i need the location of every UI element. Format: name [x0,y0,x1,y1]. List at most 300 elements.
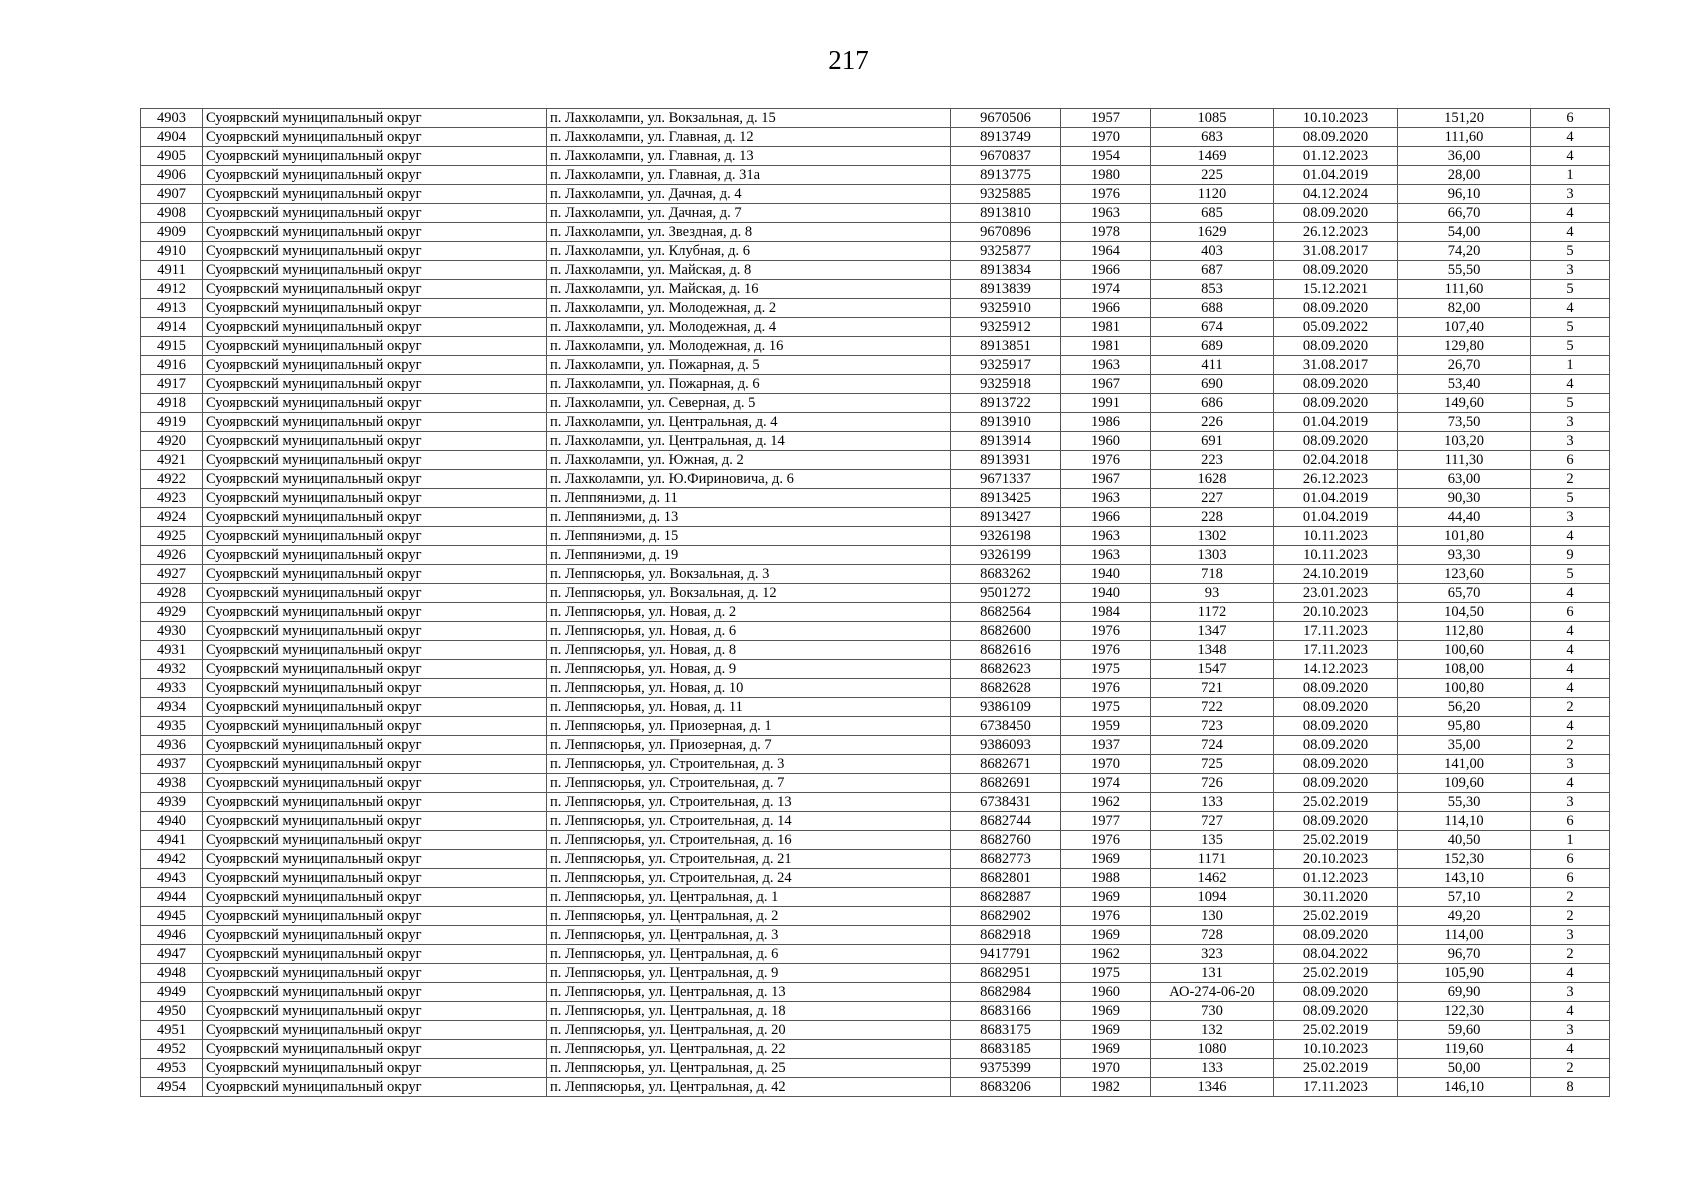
address-cell: п. Лахколампи, ул. Дачная, д. 4 [547,185,951,204]
row-number: 4930 [141,622,203,641]
row-number: 4909 [141,223,203,242]
row-number: 4941 [141,831,203,850]
row-number: 4952 [141,1040,203,1059]
count-cell: 2 [1531,698,1610,717]
date-cell: 08.09.2020 [1274,774,1398,793]
year-cell: 1969 [1061,1002,1151,1021]
table-row [141,793,1610,812]
area-cell: 151,20 [1398,109,1531,128]
object-id-cell: 8913749 [951,128,1061,147]
table-row [141,261,1610,280]
table-row [141,489,1610,508]
count-cell: 5 [1531,565,1610,584]
date-cell: 01.04.2019 [1274,413,1398,432]
object-id-cell: 8913775 [951,166,1061,185]
address-cell: п. Леппясюрья, ул. Строительная, д. 24 [547,869,951,888]
document-number-cell: 1348 [1151,641,1274,660]
date-cell: 08.09.2020 [1274,337,1398,356]
object-id-cell: 9326198 [951,527,1061,546]
year-cell: 1963 [1061,356,1151,375]
document-number-cell: 725 [1151,755,1274,774]
document-number-cell: АО-274-06-20 [1151,983,1274,1002]
object-id-cell: 8913427 [951,508,1061,527]
year-cell: 1981 [1061,318,1151,337]
count-cell: 4 [1531,774,1610,793]
table-row [141,185,1610,204]
object-id-cell: 8682760 [951,831,1061,850]
year-cell: 1975 [1061,964,1151,983]
document-number-cell: 1303 [1151,546,1274,565]
year-cell: 1982 [1061,1078,1151,1097]
object-id-cell: 8913839 [951,280,1061,299]
count-cell: 3 [1531,793,1610,812]
document-number-cell: 1346 [1151,1078,1274,1097]
table-row [141,1040,1610,1059]
count-cell: 2 [1531,736,1610,755]
object-id-cell: 8682671 [951,755,1061,774]
address-cell: п. Леппясюрья, ул. Строительная, д. 7 [547,774,951,793]
row-number: 4908 [141,204,203,223]
row-number: 4951 [141,1021,203,1040]
document-number-cell: 1085 [1151,109,1274,128]
row-number: 4945 [141,907,203,926]
area-cell: 100,80 [1398,679,1531,698]
address-cell: п. Лахколампи, ул. Южная, д. 2 [547,451,951,470]
area-cell: 55,30 [1398,793,1531,812]
row-number: 4927 [141,565,203,584]
row-number: 4934 [141,698,203,717]
municipality-cell: Суоярвский муниципальный округ [203,1002,547,1021]
date-cell: 15.12.2021 [1274,280,1398,299]
year-cell: 1969 [1061,888,1151,907]
area-cell: 53,40 [1398,375,1531,394]
municipality-cell: Суоярвский муниципальный округ [203,204,547,223]
document-number-cell: 1120 [1151,185,1274,204]
count-cell: 6 [1531,812,1610,831]
area-cell: 114,00 [1398,926,1531,945]
table-row [141,128,1610,147]
municipality-cell: Суоярвский муниципальный округ [203,622,547,641]
document-number-cell: 133 [1151,793,1274,812]
date-cell: 26.12.2023 [1274,223,1398,242]
document-number-cell: 132 [1151,1021,1274,1040]
count-cell: 4 [1531,1040,1610,1059]
count-cell: 2 [1531,888,1610,907]
object-id-cell: 8913834 [951,261,1061,280]
address-cell: п. Лахколампи, ул. Звездная, д. 8 [547,223,951,242]
year-cell: 1960 [1061,983,1151,1002]
date-cell: 24.10.2019 [1274,565,1398,584]
count-cell: 3 [1531,755,1610,774]
date-cell: 10.11.2023 [1274,527,1398,546]
date-cell: 05.09.2022 [1274,318,1398,337]
object-id-cell: 8683175 [951,1021,1061,1040]
date-cell: 31.08.2017 [1274,242,1398,261]
year-cell: 1991 [1061,394,1151,413]
count-cell: 3 [1531,185,1610,204]
municipality-cell: Суоярвский муниципальный округ [203,1078,547,1097]
year-cell: 1970 [1061,755,1151,774]
count-cell: 6 [1531,869,1610,888]
object-id-cell: 8682616 [951,641,1061,660]
area-cell: 146,10 [1398,1078,1531,1097]
area-cell: 123,60 [1398,565,1531,584]
year-cell: 1966 [1061,261,1151,280]
document-number-cell: 721 [1151,679,1274,698]
municipality-cell: Суоярвский муниципальный округ [203,584,547,603]
address-cell: п. Лахколампи, ул. Молодежная, д. 2 [547,299,951,318]
area-cell: 54,00 [1398,223,1531,242]
table-row [141,869,1610,888]
year-cell: 1954 [1061,147,1151,166]
count-cell: 3 [1531,926,1610,945]
count-cell: 1 [1531,166,1610,185]
year-cell: 1976 [1061,641,1151,660]
document-number-cell: 93 [1151,584,1274,603]
count-cell: 6 [1531,451,1610,470]
row-number: 4923 [141,489,203,508]
document-number-cell: 227 [1151,489,1274,508]
address-cell: п. Леппясюрья, ул. Новая, д. 10 [547,679,951,698]
area-cell: 152,30 [1398,850,1531,869]
year-cell: 1976 [1061,831,1151,850]
address-cell: п. Леппясюрья, ул. Центральная, д. 1 [547,888,951,907]
object-id-cell: 9375399 [951,1059,1061,1078]
document-number-cell: 683 [1151,128,1274,147]
document-number-cell: 690 [1151,375,1274,394]
document-number-cell: 691 [1151,432,1274,451]
year-cell: 1975 [1061,660,1151,679]
address-cell: п. Леппясюрья, ул. Строительная, д. 13 [547,793,951,812]
count-cell: 4 [1531,717,1610,736]
row-number: 4906 [141,166,203,185]
object-id-cell: 9670837 [951,147,1061,166]
object-id-cell: 8913931 [951,451,1061,470]
year-cell: 1940 [1061,565,1151,584]
area-cell: 44,40 [1398,508,1531,527]
municipality-cell: Суоярвский муниципальный округ [203,470,547,489]
year-cell: 1969 [1061,850,1151,869]
date-cell: 26.12.2023 [1274,470,1398,489]
area-cell: 101,80 [1398,527,1531,546]
municipality-cell: Суоярвский муниципальный округ [203,280,547,299]
object-id-cell: 8683262 [951,565,1061,584]
row-number: 4950 [141,1002,203,1021]
count-cell: 6 [1531,603,1610,622]
object-id-cell: 9386109 [951,698,1061,717]
municipality-cell: Суоярвский муниципальный округ [203,907,547,926]
area-cell: 111,60 [1398,280,1531,299]
object-id-cell: 9671337 [951,470,1061,489]
area-cell: 93,30 [1398,546,1531,565]
date-cell: 01.12.2023 [1274,147,1398,166]
address-cell: п. Леппясюрья, ул. Центральная, д. 22 [547,1040,951,1059]
year-cell: 1974 [1061,774,1151,793]
year-cell: 1940 [1061,584,1151,603]
year-cell: 1978 [1061,223,1151,242]
area-cell: 49,20 [1398,907,1531,926]
table-row [141,204,1610,223]
count-cell: 1 [1531,356,1610,375]
municipality-cell: Суоярвский муниципальный округ [203,565,547,584]
address-cell: п. Леппясюрья, ул. Новая, д. 2 [547,603,951,622]
address-cell: п. Лахколампи, ул. Молодежная, д. 16 [547,337,951,356]
row-number: 4937 [141,755,203,774]
table-row [141,622,1610,641]
count-cell: 2 [1531,907,1610,926]
count-cell: 4 [1531,147,1610,166]
year-cell: 1970 [1061,128,1151,147]
table-row [141,356,1610,375]
area-cell: 36,00 [1398,147,1531,166]
document-number-cell: 687 [1151,261,1274,280]
address-cell: п. Лахколампи, ул. Главная, д. 13 [547,147,951,166]
date-cell: 08.09.2020 [1274,375,1398,394]
area-cell: 63,00 [1398,470,1531,489]
table-row [141,470,1610,489]
table-row [141,109,1610,128]
year-cell: 1980 [1061,166,1151,185]
address-cell: п. Леппясюрья, ул. Центральная, д. 42 [547,1078,951,1097]
date-cell: 04.12.2024 [1274,185,1398,204]
object-id-cell: 8682691 [951,774,1061,793]
count-cell: 3 [1531,432,1610,451]
object-id-cell: 8682902 [951,907,1061,926]
table-row [141,280,1610,299]
municipality-cell: Суоярвский муниципальный округ [203,926,547,945]
document-number-cell: 403 [1151,242,1274,261]
count-cell: 4 [1531,660,1610,679]
object-id-cell: 9325912 [951,318,1061,337]
document-number-cell: 730 [1151,1002,1274,1021]
count-cell: 4 [1531,622,1610,641]
row-number: 4905 [141,147,203,166]
document-number-cell: 1628 [1151,470,1274,489]
area-cell: 96,70 [1398,945,1531,964]
object-id-cell: 9386093 [951,736,1061,755]
area-cell: 141,00 [1398,755,1531,774]
address-cell: п. Леппясюрья, ул. Центральная, д. 6 [547,945,951,964]
municipality-cell: Суоярвский муниципальный округ [203,394,547,413]
date-cell: 08.09.2020 [1274,926,1398,945]
count-cell: 1 [1531,831,1610,850]
date-cell: 20.10.2023 [1274,850,1398,869]
document-number-cell: 1629 [1151,223,1274,242]
row-number: 4921 [141,451,203,470]
table-row [141,831,1610,850]
row-number: 4949 [141,983,203,1002]
area-cell: 65,70 [1398,584,1531,603]
row-number: 4922 [141,470,203,489]
area-cell: 96,10 [1398,185,1531,204]
municipality-cell: Суоярвский муниципальный округ [203,736,547,755]
row-number: 4904 [141,128,203,147]
object-id-cell: 9325917 [951,356,1061,375]
date-cell: 08.09.2020 [1274,755,1398,774]
document-number-cell: 133 [1151,1059,1274,1078]
row-number: 4944 [141,888,203,907]
count-cell: 2 [1531,470,1610,489]
date-cell: 10.10.2023 [1274,1040,1398,1059]
date-cell: 08.09.2020 [1274,698,1398,717]
table-row [141,698,1610,717]
municipality-cell: Суоярвский муниципальный округ [203,356,547,375]
table-body [141,109,1610,1097]
year-cell: 1966 [1061,508,1151,527]
year-cell: 1962 [1061,945,1151,964]
year-cell: 1976 [1061,907,1151,926]
address-cell: п. Лахколампи, ул. Пожарная, д. 6 [547,375,951,394]
year-cell: 1969 [1061,1040,1151,1059]
table-row [141,774,1610,793]
area-cell: 104,50 [1398,603,1531,622]
document-number-cell: 411 [1151,356,1274,375]
date-cell: 01.04.2019 [1274,166,1398,185]
object-id-cell: 8683185 [951,1040,1061,1059]
row-number: 4942 [141,850,203,869]
table-row [141,242,1610,261]
year-cell: 1963 [1061,204,1151,223]
count-cell: 5 [1531,394,1610,413]
address-cell: п. Лахколампи, ул. Центральная, д. 14 [547,432,951,451]
document-number-cell: 1347 [1151,622,1274,641]
address-cell: п. Лахколампи, ул. Ю.Фириновича, д. 6 [547,470,951,489]
table-row [141,546,1610,565]
year-cell: 1981 [1061,337,1151,356]
municipality-cell: Суоярвский муниципальный округ [203,1059,547,1078]
municipality-cell: Суоярвский муниципальный округ [203,812,547,831]
table-row [141,1059,1610,1078]
document-number-cell: 130 [1151,907,1274,926]
row-number: 4935 [141,717,203,736]
date-cell: 20.10.2023 [1274,603,1398,622]
object-id-cell: 9670896 [951,223,1061,242]
count-cell: 4 [1531,223,1610,242]
year-cell: 1937 [1061,736,1151,755]
date-cell: 08.09.2020 [1274,128,1398,147]
municipality-cell: Суоярвский муниципальный округ [203,451,547,470]
table-row [141,888,1610,907]
row-number: 4946 [141,926,203,945]
count-cell: 4 [1531,128,1610,147]
object-id-cell: 9417791 [951,945,1061,964]
municipality-cell: Суоярвский муниципальный округ [203,755,547,774]
object-id-cell: 9325885 [951,185,1061,204]
year-cell: 1988 [1061,869,1151,888]
document-number-cell: 853 [1151,280,1274,299]
count-cell: 4 [1531,375,1610,394]
object-id-cell: 6738450 [951,717,1061,736]
area-cell: 109,60 [1398,774,1531,793]
table-row [141,983,1610,1002]
municipality-cell: Суоярвский муниципальный округ [203,983,547,1002]
table-row [141,223,1610,242]
municipality-cell: Суоярвский муниципальный округ [203,413,547,432]
address-cell: п. Леппясюрья, ул. Вокзальная, д. 12 [547,584,951,603]
document-number-cell: 689 [1151,337,1274,356]
row-number: 4932 [141,660,203,679]
year-cell: 1976 [1061,679,1151,698]
area-cell: 114,10 [1398,812,1531,831]
row-number: 4929 [141,603,203,622]
year-cell: 1967 [1061,375,1151,394]
municipality-cell: Суоярвский муниципальный округ [203,375,547,394]
row-number: 4936 [141,736,203,755]
row-number: 4926 [141,546,203,565]
area-cell: 129,80 [1398,337,1531,356]
municipality-cell: Суоярвский муниципальный округ [203,508,547,527]
area-cell: 111,30 [1398,451,1531,470]
year-cell: 1976 [1061,622,1151,641]
area-cell: 107,40 [1398,318,1531,337]
address-cell: п. Лахколампи, ул. Вокзальная, д. 15 [547,109,951,128]
object-id-cell: 8682744 [951,812,1061,831]
date-cell: 17.11.2023 [1274,622,1398,641]
year-cell: 1964 [1061,242,1151,261]
date-cell: 25.02.2019 [1274,831,1398,850]
year-cell: 1974 [1061,280,1151,299]
table-row [141,641,1610,660]
table-row [141,679,1610,698]
document-number-cell: 1547 [1151,660,1274,679]
count-cell: 8 [1531,1078,1610,1097]
row-number: 4938 [141,774,203,793]
row-number: 4920 [141,432,203,451]
object-id-cell: 8913425 [951,489,1061,508]
year-cell: 1963 [1061,489,1151,508]
document-number-cell: 225 [1151,166,1274,185]
municipality-cell: Суоярвский муниципальный округ [203,166,547,185]
object-id-cell: 9326199 [951,546,1061,565]
year-cell: 1969 [1061,1021,1151,1040]
year-cell: 1976 [1061,451,1151,470]
municipality-cell: Суоярвский муниципальный округ [203,147,547,166]
area-cell: 57,10 [1398,888,1531,907]
year-cell: 1959 [1061,717,1151,736]
row-number: 4910 [141,242,203,261]
municipality-cell: Суоярвский муниципальный округ [203,793,547,812]
date-cell: 08.09.2020 [1274,204,1398,223]
table-row [141,147,1610,166]
municipality-cell: Суоярвский муниципальный округ [203,261,547,280]
year-cell: 1977 [1061,812,1151,831]
date-cell: 01.04.2019 [1274,508,1398,527]
row-number: 4907 [141,185,203,204]
object-id-cell: 8682628 [951,679,1061,698]
address-cell: п. Леппяниэми, д. 11 [547,489,951,508]
area-cell: 143,10 [1398,869,1531,888]
municipality-cell: Суоярвский муниципальный округ [203,850,547,869]
document-number-cell: 726 [1151,774,1274,793]
area-cell: 90,30 [1398,489,1531,508]
document-number-cell: 723 [1151,717,1274,736]
area-cell: 103,20 [1398,432,1531,451]
count-cell: 4 [1531,584,1610,603]
municipality-cell: Суоярвский муниципальный округ [203,546,547,565]
table-row [141,964,1610,983]
table-row [141,850,1610,869]
municipality-cell: Суоярвский муниципальный округ [203,223,547,242]
row-number: 4948 [141,964,203,983]
municipality-cell: Суоярвский муниципальный округ [203,831,547,850]
table-row [141,907,1610,926]
object-id-cell: 8682801 [951,869,1061,888]
document-number-cell: 1469 [1151,147,1274,166]
year-cell: 1960 [1061,432,1151,451]
document-number-cell: 131 [1151,964,1274,983]
document-number-cell: 228 [1151,508,1274,527]
table-row [141,375,1610,394]
